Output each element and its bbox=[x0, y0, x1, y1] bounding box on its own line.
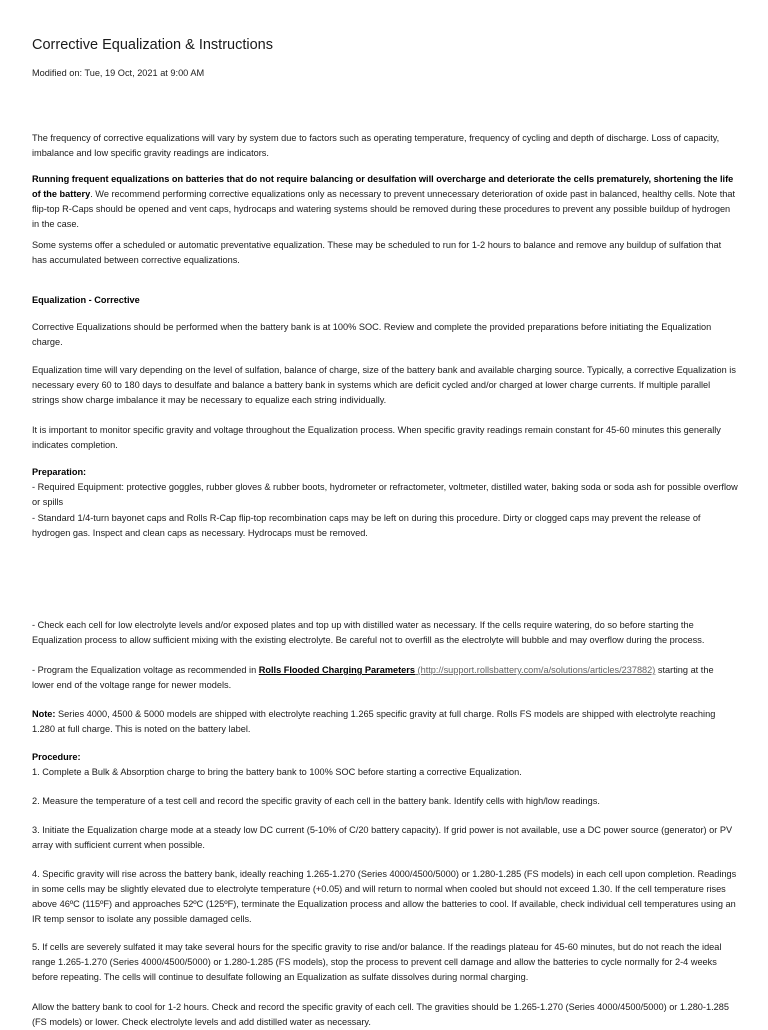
intro-paragraph-3: Some systems offer a scheduled or automatic preventative equalization. These may be scheduled to run for 1-2 hours to balance and remove any buildup of sulfation that has accumulated between corrective equalizations. bbox=[32, 240, 722, 265]
preparation-item-4-prefix: - Program the Equalization voltage as recommended in bbox=[32, 665, 259, 675]
preparation-item-4-suffix: starting at the lower end of the voltage range for newer models. bbox=[32, 665, 714, 690]
procedure-step-1: 1. Complete a Bulk & Absorption charge to bring the battery bank to 100% SOC before starting a corrective Equalization. bbox=[32, 767, 522, 777]
charging-parameters-url-link[interactable]: (http://support.rollsbattery.com/a/solutions/articles/237882) bbox=[414, 665, 656, 675]
procedure-step-3: 3. Initiate the Equalization charge mode at a steady low DC current (5-10% of C/20 battery capacity). If grid power is not available, use a DC power source (generator) or PV array with sufficient current when possible. bbox=[32, 825, 733, 850]
preparation-item-2: - Standard 1/4-turn bayonet caps and Rolls R-Cap flip-top recombination caps may be left on during this procedure. Dirty or clogged caps may prevent the release of hydrogen gas. Inspect and clean caps as necessary. Hydrocaps must be removed. bbox=[32, 513, 701, 538]
intro-paragraph-2 bbox=[32, 172, 738, 232]
preparation-item-3: - Check each cell for low electrolyte levels and/or exposed plates and top up with distilled water as necessary. If the cells require watering, do so before starting the Equalization process to allow sufficient mixing with the existing electrolyte. Be careful not to overfill as the electrolyte will bubble and may overflow during the process. bbox=[32, 620, 705, 645]
procedure-step-5: 5. If cells are severely sulfated it may take several hours for the specific gravity to rise and/or balance. If the readings plateau for 45-60 minutes, but do not reach the ideal range 1.265-1.270 (Series 4000/4500/5000) or 1.280-1.285 (FS models), stop the process to prevent cell damage and allow the batteries to cycle normally for 2-4 weeks before repeating. The cells will continue to desulfate following an Equalization as sulfate dissolves during normal charging. bbox=[32, 942, 722, 982]
note-paragraph bbox=[32, 707, 738, 737]
corrective-paragraph-3: It is important to monitor specific gravity and voltage throughout the Equalization process. When specific gravity readings remain constant for 45-60 minutes this generally indicates completion. bbox=[32, 425, 721, 450]
corrective-paragraph-1: Corrective Equalizations should be performed when the battery bank is at 100% SOC. Review and complete the provided preparations before initiating the Equalization charge. bbox=[32, 322, 712, 347]
note-text: Series 4000, 4500 & 5000 models are shipped with electrolyte reaching 1.265 specific gravity at full charge. Rolls FS models are shipped with electrolyte reaching 1.280 at full charge. This is noted on the battery label. bbox=[32, 709, 716, 734]
procedure-closing: Allow the battery bank to cool for 1-2 hours. Check and record the specific gravity of each cell. The gravities should be 1.265-1.270 (Series 4000/4500/5000) or 1.280-1.285 (FS models) or lower. Check electrolyte levels and add distilled water as necessary. bbox=[32, 1002, 729, 1027]
preparation-item-1: - Required Equipment: protective goggles, rubber gloves & rubber boots, hydrometer or refractometer, voltmeter, distilled water, baking soda or soda ash for possible overflow or spills bbox=[32, 482, 738, 507]
intro-paragraph-1: The frequency of corrective equalizations will vary by system due to factors such as operating temperature, frequency of cycling and depth of discharge. Loss of capacity, imbalance and low specific gravity readings are indicators. bbox=[32, 133, 720, 158]
corrective-paragraph-2: Equalization time will vary depending on the level of sulfation, balance of charge, size of the battery bank and available charging source. Typically, a corrective Equalization is necessary every 60 to 180 days to desulfate and balance a battery bank in systems which are deficit cycled and/or charged at lower charge currents. If multiple parallel strings show charge imbalance it may be necessary to equalize each string individually. bbox=[32, 365, 736, 405]
section-heading-corrective: Equalization - Corrective bbox=[32, 295, 140, 305]
warning-bold-text: Running frequent equalizations on batteries that do not require balancing or desulfation will overcharge and deteriorate the cells prematurely, shortening the life of the battery bbox=[32, 174, 734, 199]
procedure-step-4: 4. Specific gravity will rise across the battery bank, ideally reaching 1.265-1.270 (Series 4000/4500/5000) or 1.280-1.285 (FS models) in each cell upon completion. Readings in some cells may be slightly elevated due to electrolyte temperature (+0.05) and will return to normal when cooled but should not exceed 1.30. If the cell temperature rises above 46ºC (115ºF) and approaches 52ºC (125ºF), terminate the Equalization process and allow the batteries to cool. If available, check individual cell temperatures using an IR temp sensor to isolate any possible damaged cells. bbox=[32, 869, 737, 924]
preparation-item-4 bbox=[32, 663, 738, 693]
modified-date: Modified on: Tue, 19 Oct, 2021 at 9:00 AM bbox=[32, 68, 205, 78]
section-heading-procedure: Procedure: bbox=[32, 752, 81, 762]
section-heading-preparation: Preparation: bbox=[32, 467, 87, 477]
intro-paragraph-2-rest: . We recommend performing corrective equalizations only as necessary to prevent unnecessary deterioration of oxide past in balanced, healthy cells. Note that flip-top R-Caps should be opened and vent caps, hydrocaps and watering systems should be removed during these procedures to prevent any possible buildup of hydrogen in the case. bbox=[32, 189, 736, 229]
charging-parameters-link[interactable]: Rolls Flooded Charging Parameters bbox=[258, 665, 415, 675]
note-label: Note: bbox=[32, 709, 56, 719]
procedure-step-2: 2. Measure the temperature of a test cell and record the specific gravity of each cell in the battery bank. Identify cells with high/low readings. bbox=[32, 796, 600, 806]
page-title: Corrective Equalization & Instructions bbox=[32, 37, 273, 53]
